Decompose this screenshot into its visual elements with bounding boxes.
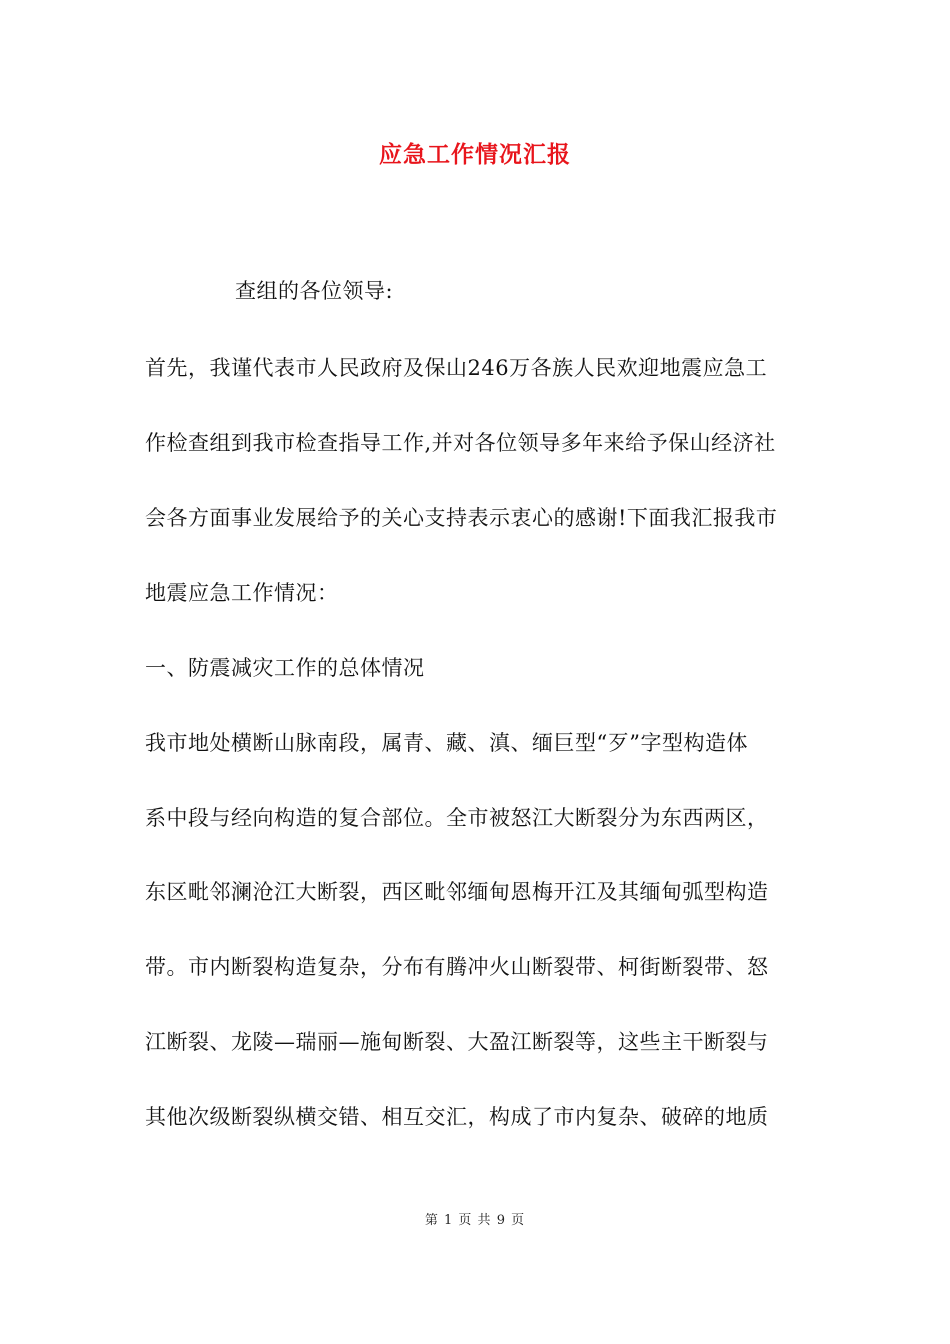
greeting-line: 查组的各位领导: [235,279,394,303]
section-heading: 一、防震减灾工作的总体情况 [145,656,425,680]
body-line: 江断裂、龙陵—瑞丽—施甸断裂、大盈江断裂等，这些主干断裂与 [145,1030,769,1054]
body-line: 首先，我谨代表市人民政府及保山246万各族人民欢迎地震应急工 [145,356,768,380]
body-line: 会各方面事业发展给予的关心支持表示衷心的感谢!下面我汇报我市 [145,506,778,530]
body-line: 东区毗邻澜沧江大断裂，西区毗邻缅甸恩梅开江及其缅甸弧型构造 [145,880,769,904]
page-footer: 第 1 页 共 9 页 [424,1213,526,1228]
body-line: 地震应急工作情况： [145,581,339,605]
body-line: 系中段与经向构造的复合部位。全市被怒江大断裂分为东西两区， [145,806,769,830]
body-line: 作检查组到我市检查指导工作,并对各位领导多年来给予保山经济社 [145,431,776,455]
body-line: 带。市内断裂构造复杂，分布有腾冲火山断裂带、柯街断裂带、怒 [145,955,769,979]
body-line: 我市地处横断山脉南段，属青、藏、滇、缅巨型“歹”字型构造体 [145,731,748,755]
body-line: 其他次级断裂纵横交错、相互交汇，构成了市内复杂、破碎的地质 [145,1105,769,1129]
document-title: 应急工作情况汇报 [379,141,571,168]
